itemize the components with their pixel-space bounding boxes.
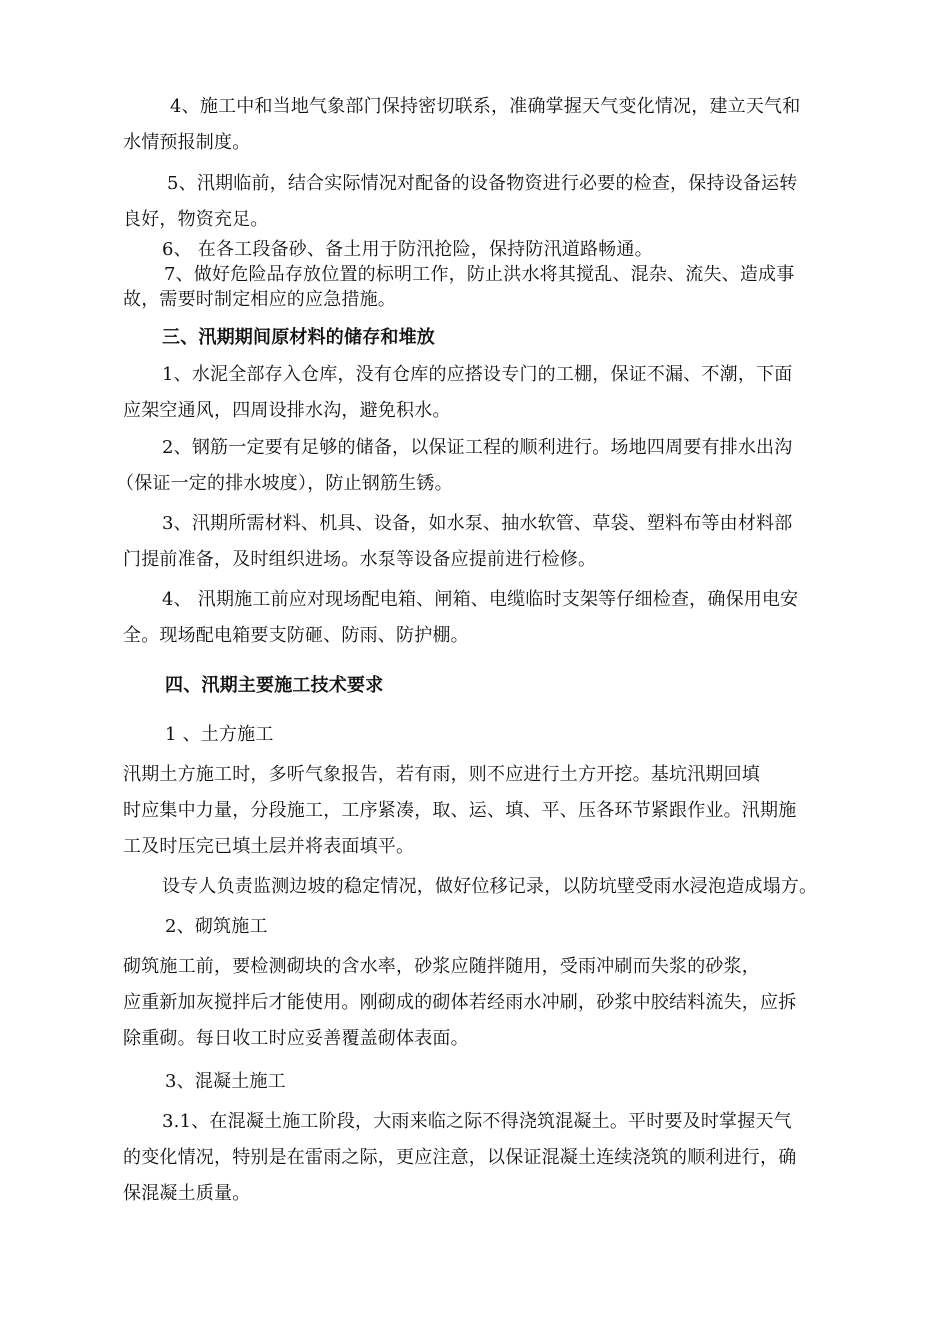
section-heading: 三、汛期期间原材料的储存和堆放 (162, 327, 435, 348)
paragraph-line: 5、汛期临前，结合实际情况对配备的设备物资进行必要的检查，保持设备运转 (167, 173, 798, 194)
paragraph-line: 设专人负责监测边坡的稳定情况，做好位移记录，以防坑壁受雨水浸泡造成塌方。 (162, 876, 818, 897)
paragraph-line: 故，需要时制定相应的应急措施。 (123, 289, 396, 310)
paragraph-line: 6、 在各工段备砂、备土用于防汛抢险，保持防汛道路畅通。 (162, 239, 653, 260)
section-heading: 四、汛期主要施工技术要求 (165, 675, 384, 696)
paragraph-line: 3、汛期所需材料、机具、设备，如水泵、抽水软管、草袋、塑料布等由材料部 (162, 513, 793, 534)
paragraph-line: 4、施工中和当地气象部门保持密切联系，准确掌握天气变化情况，建立天气和 (170, 96, 801, 117)
subsection-heading: 1 、土方施工 (165, 724, 274, 745)
paragraph-line: 除重砌。每日收工时应妥善覆盖砌体表面。 (123, 1028, 469, 1049)
paragraph-line: 保混凝土质量。 (123, 1183, 251, 1204)
paragraph-line: 全。现场配电箱要支防砸、防雨、防护棚。 (123, 625, 469, 646)
paragraph-line: 4、 汛期施工前应对现场配电箱、闸箱、电缆临时支架等仔细检查，确保用电安 (162, 589, 799, 610)
paragraph-line: 1、水泥全部存入仓库，没有仓库的应搭设专门的工棚，保证不漏、不潮，下面 (162, 364, 793, 385)
paragraph-line: 的变化情况，特别是在雷雨之际，更应注意，以保证混凝土连续浇筑的顺利进行，确 (123, 1147, 797, 1168)
paragraph-line: 7、做好危险品存放位置的标明工作，防止洪水将其搅乱、混杂、流失、造成事 (164, 264, 795, 285)
paragraph-line: 3.1、在混凝土施工阶段，大雨来临之际不得浇筑混凝土。平时要及时掌握天气 (162, 1111, 792, 1132)
paragraph-line: 汛期土方施工时，多听气象报告，若有雨，则不应进行土方开挖。基坑汛期回填 (123, 764, 760, 785)
subsection-heading: 3、混凝土施工 (165, 1071, 286, 1092)
paragraph-line: 2、钢筋一定要有足够的储备，以保证工程的顺利进行。场地四周要有排水出沟 (162, 437, 793, 458)
paragraph-line: 应架空通风，四周设排水沟，避免积水。 (123, 400, 451, 421)
paragraph-line: 门提前准备，及时组织进场。水泵等设备应提前进行检修。 (123, 549, 597, 570)
subsection-heading: 2、砌筑施工 (165, 916, 268, 937)
paragraph-line: （保证一定的排水坡度），防止钢筋生锈。 (116, 473, 453, 494)
paragraph-line: 砌筑施工前，要检测砌块的含水率，砂浆应随拌随用，受雨冲刷而失浆的砂浆， (123, 956, 760, 977)
paragraph-line: 应重新加灰搅拌后才能使用。刚砌成的砌体若经雨水冲刷，砂浆中胶结料流失，应拆 (123, 992, 797, 1013)
paragraph-line: 时应集中力量，分段施工，工序紧凑，取、运、填、平、压各环节紧跟作业。汛期施 (123, 800, 797, 821)
paragraph-line: 良好，物资充足。 (123, 209, 269, 230)
paragraph-line: 工及时压完已填土层并将表面填平。 (123, 836, 415, 857)
paragraph-line: 水情预报制度。 (123, 132, 251, 153)
